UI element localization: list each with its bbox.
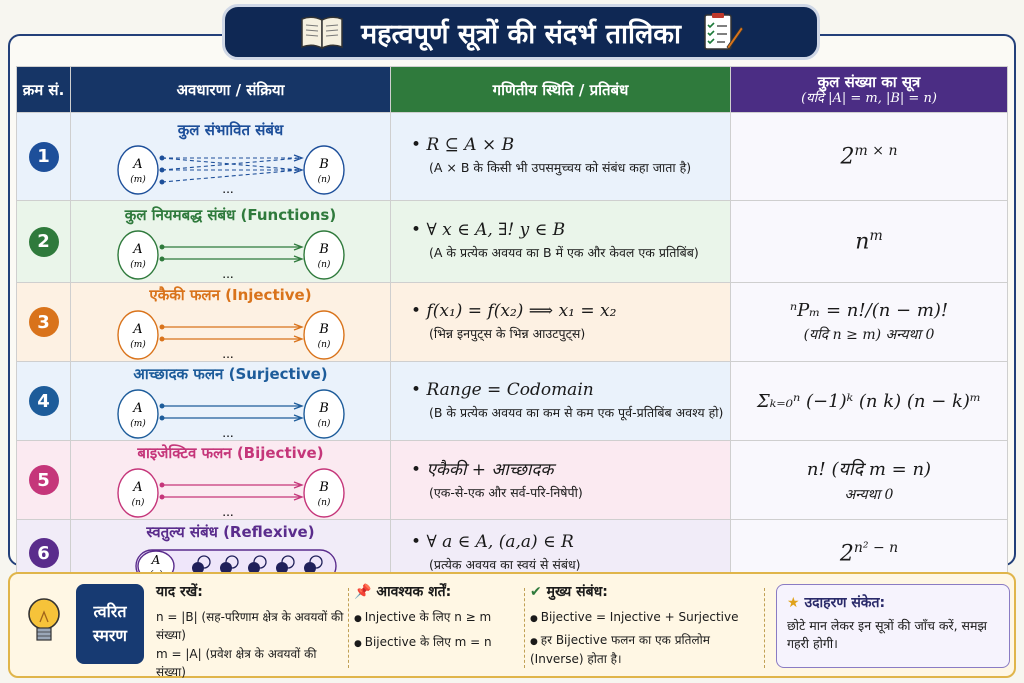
table-row <box>17 201 1008 283</box>
svg-text:A: A <box>132 480 143 495</box>
formula: Σₖ₌₀ⁿ (−1)ᵏ (n k) (n − k)ᵐ <box>757 390 981 412</box>
mapping-diagram <box>116 309 346 361</box>
svg-text:B: B <box>318 241 329 257</box>
header-formula-sub: (यदि |A| = m, |B| = n) <box>801 90 937 106</box>
formula: $n^m$ <box>855 228 883 255</box>
divider <box>348 588 349 668</box>
serial-cell <box>17 113 71 201</box>
svg-text:A: A <box>132 322 143 337</box>
svg-text:...: ... <box>221 266 234 281</box>
svg-text:...: ... <box>221 181 234 196</box>
condition-expression: • एकैकी + आच्छादक <box>411 457 730 480</box>
condition-cell <box>391 113 731 201</box>
table-row <box>17 441 1008 520</box>
condition-note: (भिन्न इनपुट्स के भिन्न आउटपुट्स) <box>429 325 586 341</box>
concept-cell <box>71 113 391 201</box>
remember-title: याद रखें: <box>156 584 203 600</box>
relations-title: ✔ मुख्य संबंध: <box>530 584 608 600</box>
formula-cell <box>731 283 1008 362</box>
serial-cell <box>17 362 71 441</box>
table-row <box>17 283 1008 362</box>
condition-expression: • f(x₁) = f(x₂) ⟹ x₁ = x₂ <box>411 301 730 321</box>
concept-title: कुल नियमबद्ध संबंध (Functions) <box>124 205 337 224</box>
svg-text:B: B <box>318 480 329 495</box>
requirements-title: 📌 आवश्यक शर्तें: <box>354 584 452 600</box>
svg-text:(n): (n) <box>317 174 330 185</box>
svg-text:B: B <box>318 401 329 416</box>
serial-badge: 1 <box>29 142 59 172</box>
relations-box <box>530 582 762 668</box>
serial-badge: 3 <box>29 307 59 337</box>
svg-text:...: ... <box>221 347 234 361</box>
svg-text:(n): (n) <box>317 498 330 508</box>
checklist-icon <box>697 13 743 51</box>
svg-text:(m): (m) <box>129 419 146 429</box>
header-formula-title: कुल संख्या का सूत्र <box>817 72 921 91</box>
requirement-item: ● Bijective के लिए m = n <box>354 633 522 652</box>
svg-text:(m): (m) <box>129 259 146 270</box>
title-bar <box>222 4 820 60</box>
header-formula <box>731 67 1008 113</box>
serial-badge: 6 <box>29 538 59 568</box>
serial-badge: 2 <box>29 227 59 257</box>
check-circle-icon: ✔ <box>530 584 542 600</box>
lightbulb-icon <box>24 592 64 656</box>
condition-cell <box>391 201 731 283</box>
star-icon: ★ <box>787 595 800 611</box>
page-title: महत्वपूर्ण सूत्रों की संदर्भ तालिका <box>361 18 681 50</box>
remember-line-1: n = |B| (सह-परिणाम क्षेत्र के अवयवों की संख्या) <box>156 609 344 643</box>
remember-line-2: m = |A| (प्रवेश क्षेत्र के अवयवों की संख्या) <box>156 646 317 680</box>
requirement-item: ● Injective के लिए n ≥ m <box>354 608 522 627</box>
concept-cell <box>71 362 391 441</box>
svg-text:(n): (n) <box>317 340 330 350</box>
serial-cell <box>17 201 71 283</box>
condition-expression: • R ⊆ A × B <box>411 135 730 155</box>
concept-cell <box>71 441 391 520</box>
formula-cell <box>731 201 1008 283</box>
svg-text:(m): (m) <box>129 340 146 350</box>
example-hint-box <box>776 584 1010 668</box>
svg-text:(n): (n) <box>317 259 330 270</box>
formula-table <box>16 66 1008 587</box>
condition-note: (A के प्रत्येक अवयव का B में एक और केवल एक प्रतिबिंब) <box>429 245 699 261</box>
mapping-diagram <box>116 144 346 196</box>
recall-line-2: स्मरण <box>93 626 127 645</box>
svg-text:...: ... <box>221 505 234 519</box>
serial-badge: 4 <box>29 386 59 416</box>
svg-text:B: B <box>318 322 329 337</box>
formula-note: अन्यथा 0 <box>844 486 894 503</box>
svg-text:...: ... <box>221 426 234 440</box>
table-header-row <box>17 67 1008 113</box>
divider <box>524 588 525 668</box>
table-row <box>17 113 1008 201</box>
formula: ⁿPₘ = n!/(n − m)! <box>789 300 949 321</box>
concept-cell <box>71 283 391 362</box>
serial-badge: 5 <box>29 465 59 495</box>
concept-title: एकैकी फलन (Injective) <box>149 286 312 304</box>
condition-expression: • ∀ a ∈ A, (a,a) ∈ R <box>411 532 730 552</box>
divider <box>764 588 765 668</box>
pin-icon: 📌 <box>354 584 372 600</box>
requirements-box <box>354 582 522 652</box>
recall-line-1: त्वरित <box>93 602 127 621</box>
header-serial: क्रम सं. <box>17 67 71 113</box>
formula-cell <box>731 441 1008 520</box>
formula: $2^{n^2 - n}$ <box>839 539 899 567</box>
mapping-diagram <box>116 388 346 440</box>
svg-text:A: A <box>132 401 143 416</box>
relation-item: ● Bijective = Injective + Surjective <box>530 608 762 627</box>
serial-cell <box>17 441 71 520</box>
concept-title: आच्छादक फलन (Surjective) <box>133 365 328 383</box>
condition-expression: • ∀ x ∈ A, ∃! y ∈ B <box>411 220 730 240</box>
hint-title: ★ उदाहरण संकेत: <box>787 595 886 611</box>
serial-cell <box>17 283 71 362</box>
formula-cell <box>731 113 1008 201</box>
mapping-diagram <box>116 467 346 519</box>
condition-cell <box>391 441 731 520</box>
quick-recall-panel <box>8 572 1016 678</box>
concept-title: बाइजेक्टिव फलन (Bijective) <box>137 444 324 462</box>
svg-text:B: B <box>318 156 329 172</box>
hint-text: छोटे मान लेकर इन सूत्रों की जाँच करें, समझ गहरी होगी। <box>787 618 987 652</box>
svg-text:A: A <box>151 553 160 567</box>
formula: $2^{m \times n}$ <box>840 143 898 170</box>
condition-note: (A × B के किसी भी उपसमुच्चय को संबंध कहा जाता है) <box>429 160 692 176</box>
mapping-diagram <box>116 229 346 281</box>
condition-cell <box>391 283 731 362</box>
condition-note: (प्रत्येक अवयव का स्वयं से संबंध) <box>429 556 581 572</box>
concept-cell <box>71 201 391 283</box>
condition-note: (एक-से-एक और सर्व-परि-निषेपी) <box>429 485 583 501</box>
quick-recall-badge <box>76 584 144 664</box>
svg-text:(m): (m) <box>129 174 146 185</box>
open-book-icon <box>299 13 345 51</box>
formula-note: (यदि n ≥ m) अन्यथा 0 <box>803 327 935 343</box>
header-concept: अवधारणा / संक्रिया <box>71 67 391 113</box>
svg-text:(n): (n) <box>317 419 330 429</box>
formula-cell <box>731 362 1008 441</box>
formula: n! (यदि m = n) <box>806 458 932 480</box>
table-row <box>17 362 1008 441</box>
condition-cell <box>391 362 731 441</box>
concept-title: कुल संभावित संबंध <box>177 120 284 139</box>
concept-title: स्वतुल्य संबंध (Reflexive) <box>146 523 315 541</box>
condition-note: (B के प्रत्येक अवयव का कम से कम एक पूर्व-प्रतिबिंब अवश्य हो) <box>429 404 724 420</box>
relation-item: ● हर Bijective फलन का एक प्रतिलोम (Inverse) होता है। <box>530 631 762 669</box>
svg-text:A: A <box>132 241 143 257</box>
condition-expression: • Range = Codomain <box>411 380 730 400</box>
remember-box <box>156 582 344 682</box>
header-condition: गणितीय स्थिति / प्रतिबंध <box>391 67 731 113</box>
svg-text:A: A <box>132 156 143 172</box>
svg-text:(n): (n) <box>131 498 144 508</box>
